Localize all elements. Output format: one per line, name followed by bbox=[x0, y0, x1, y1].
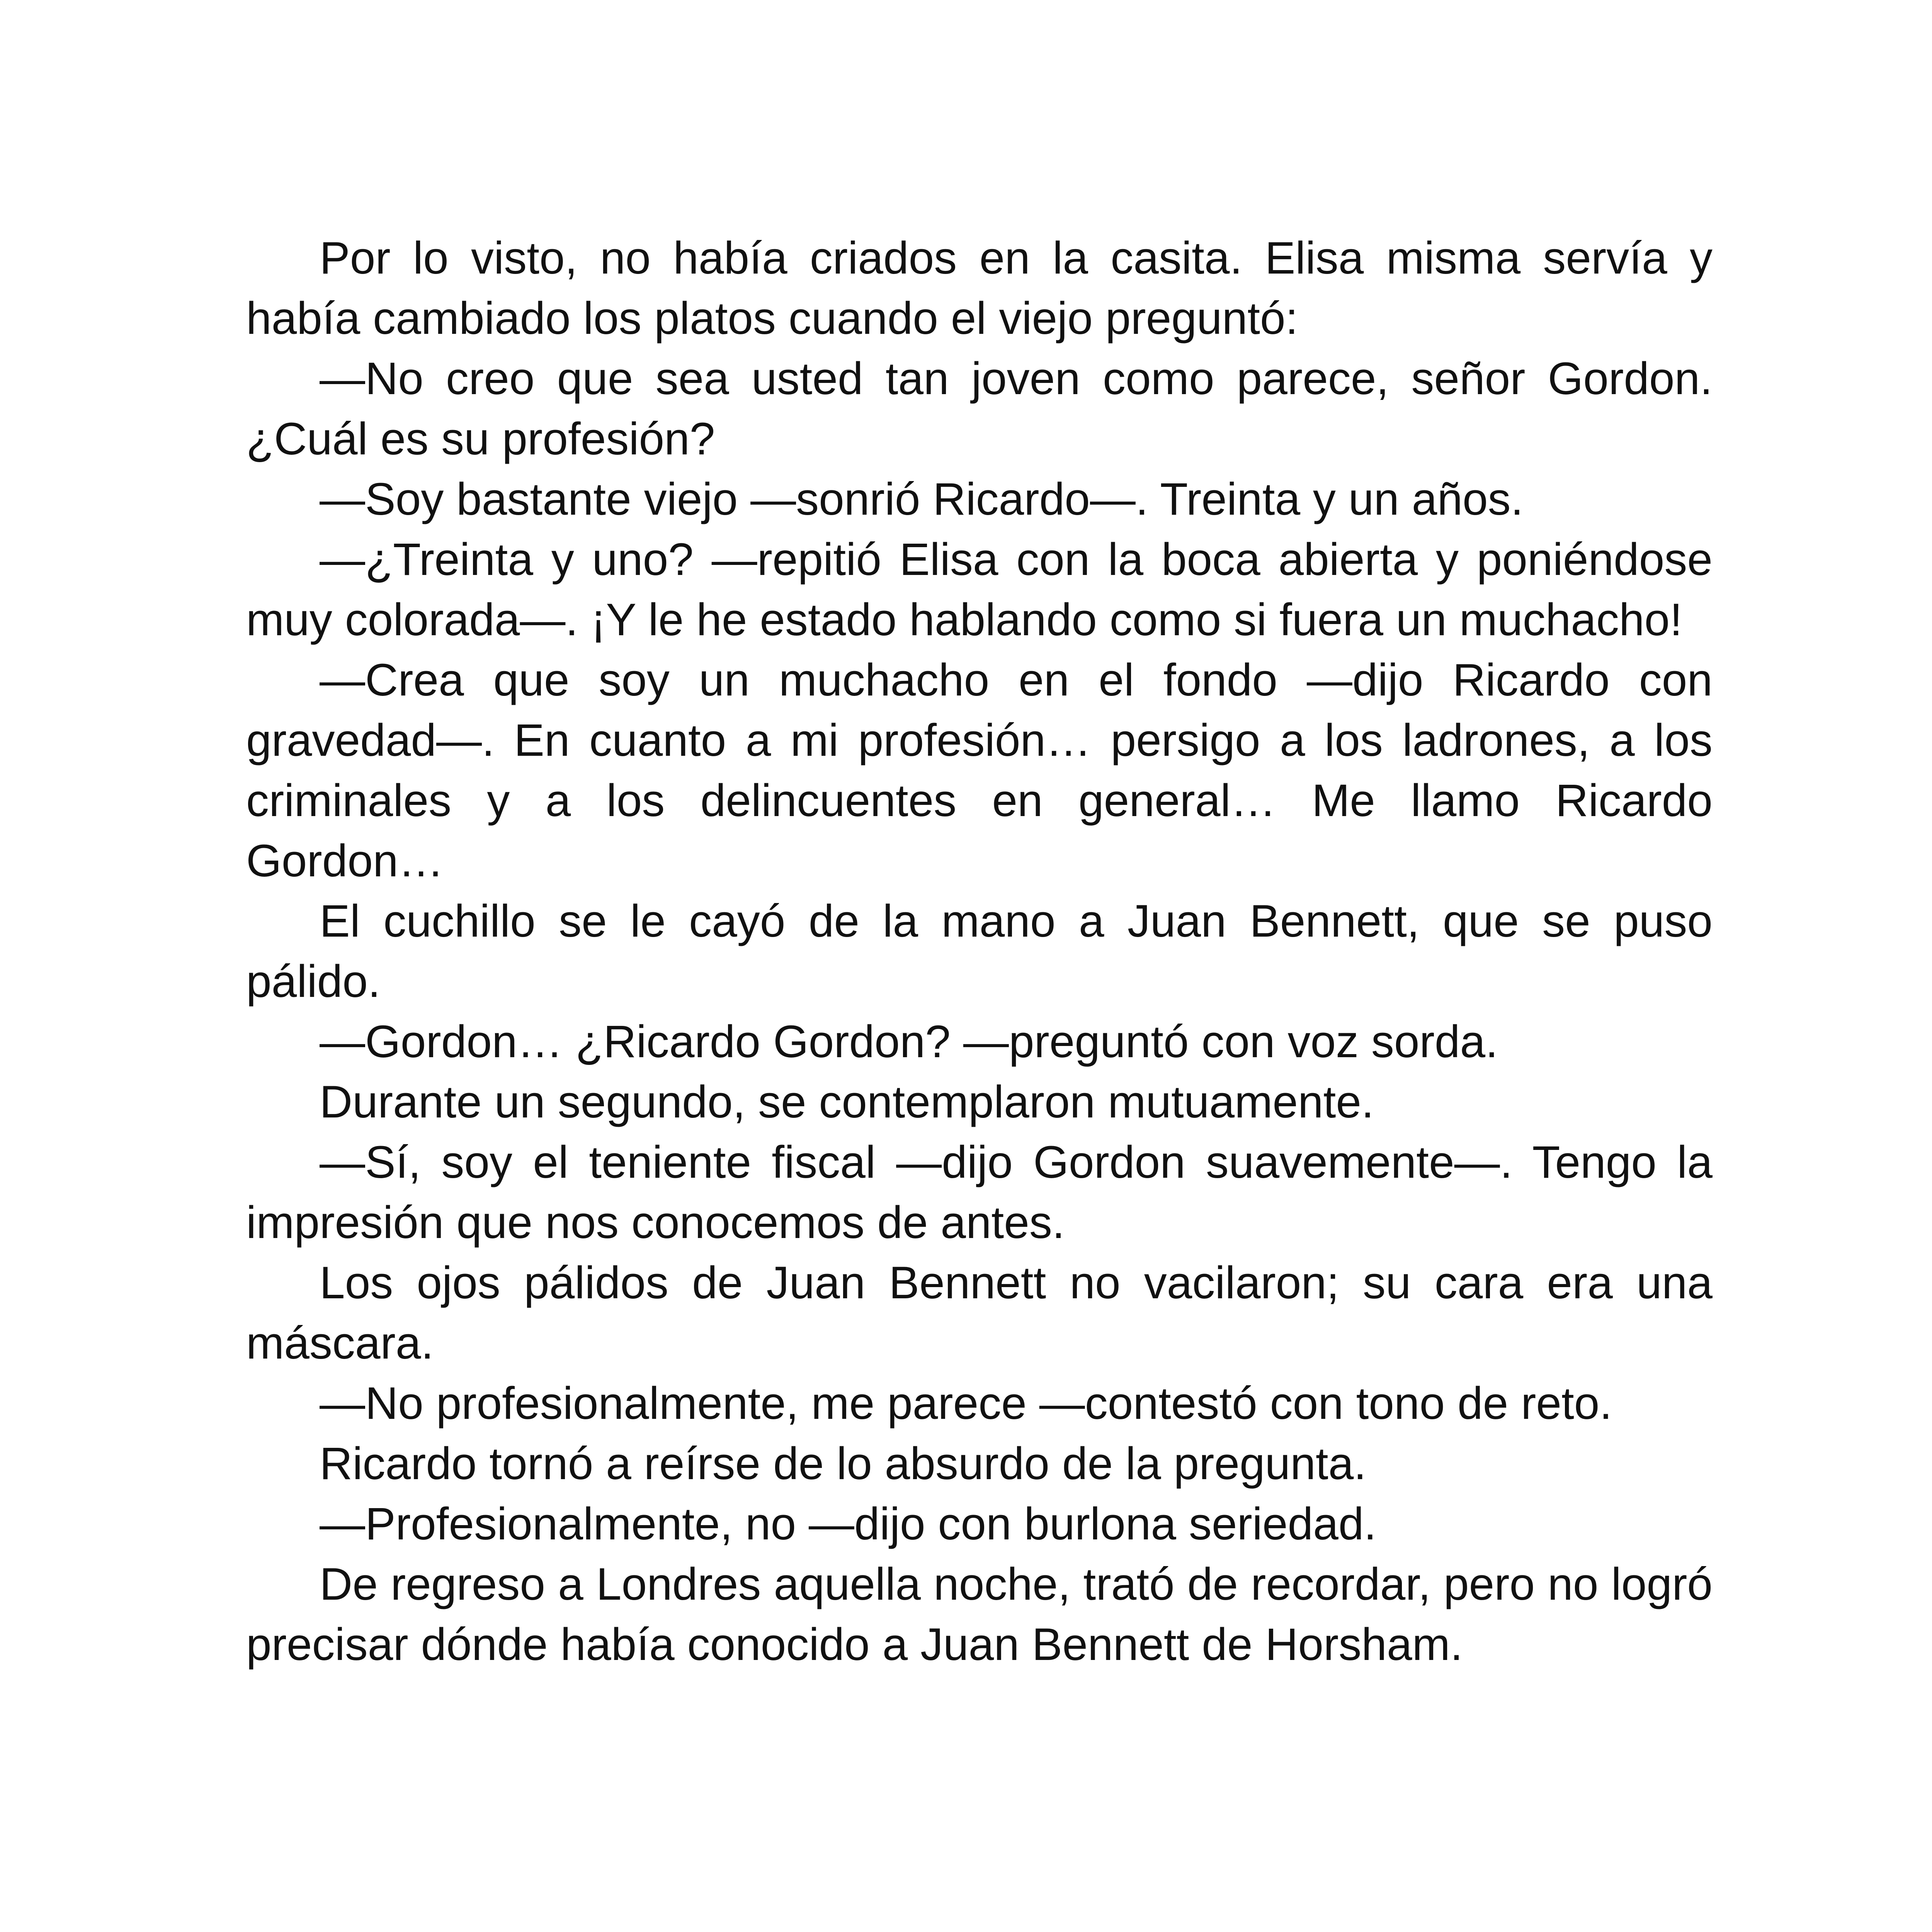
paragraph: El cuchillo se le cayó de la mano a Juan Bennett, que se puso pálido. bbox=[246, 896, 1713, 1007]
paragraph: —Profesionalmente, no —dijo con burlona seriedad. bbox=[320, 1498, 1377, 1549]
paragraph: —Gordon… ¿Ricardo Gordon? —preguntó con voz sorda. bbox=[320, 1016, 1498, 1067]
paragraph: —No profesionalmente, me parece —contestó con tono de reto. bbox=[320, 1378, 1612, 1429]
paragraph: Por lo visto, no había criados en la casita. Elisa misma servía y había cambiado los platos cuando el viejo preguntó: bbox=[246, 233, 1713, 344]
paragraph: —¿Treinta y uno? —repitió Elisa con la boca abierta y poniéndose muy colorada—. ¡Y le he estado hablando como si fuera un muchacho! bbox=[246, 534, 1713, 645]
paragraph: Los ojos pálidos de Juan Bennett no vacilaron; su cara era una máscara. bbox=[246, 1257, 1713, 1369]
paragraph: De regreso a Londres aquella noche, trató de recordar, pero no logró precisar dónde había conocido a Juan Bennett de Horsham. bbox=[246, 1559, 1713, 1670]
body-text bbox=[246, 228, 1713, 1675]
paragraph: Durante un segundo, se contemplaron mutuamente. bbox=[320, 1077, 1374, 1128]
paragraph: —Sí, soy el teniente fiscal —dijo Gordon suavemente—. Tengo la impresión que nos conocemos de antes. bbox=[246, 1137, 1713, 1248]
paragraph: —Crea que soy un muchacho en el fondo —dijo Ricardo con gravedad—. En cuanto a mi profesión… persigo a los ladrones, a los criminales y a los delincuentes en general… Me llamo Ricardo Gordon… bbox=[246, 655, 1713, 886]
paragraph: —Soy bastante viejo —sonrió Ricardo—. Treinta y un años. bbox=[320, 474, 1524, 525]
paragraph: —No creo que sea usted tan joven como parece, señor Gordon. ¿Cuál es su profesión? bbox=[246, 353, 1713, 464]
paragraph: Ricardo tornó a reírse de lo absurdo de la pregunta. bbox=[320, 1438, 1367, 1489]
